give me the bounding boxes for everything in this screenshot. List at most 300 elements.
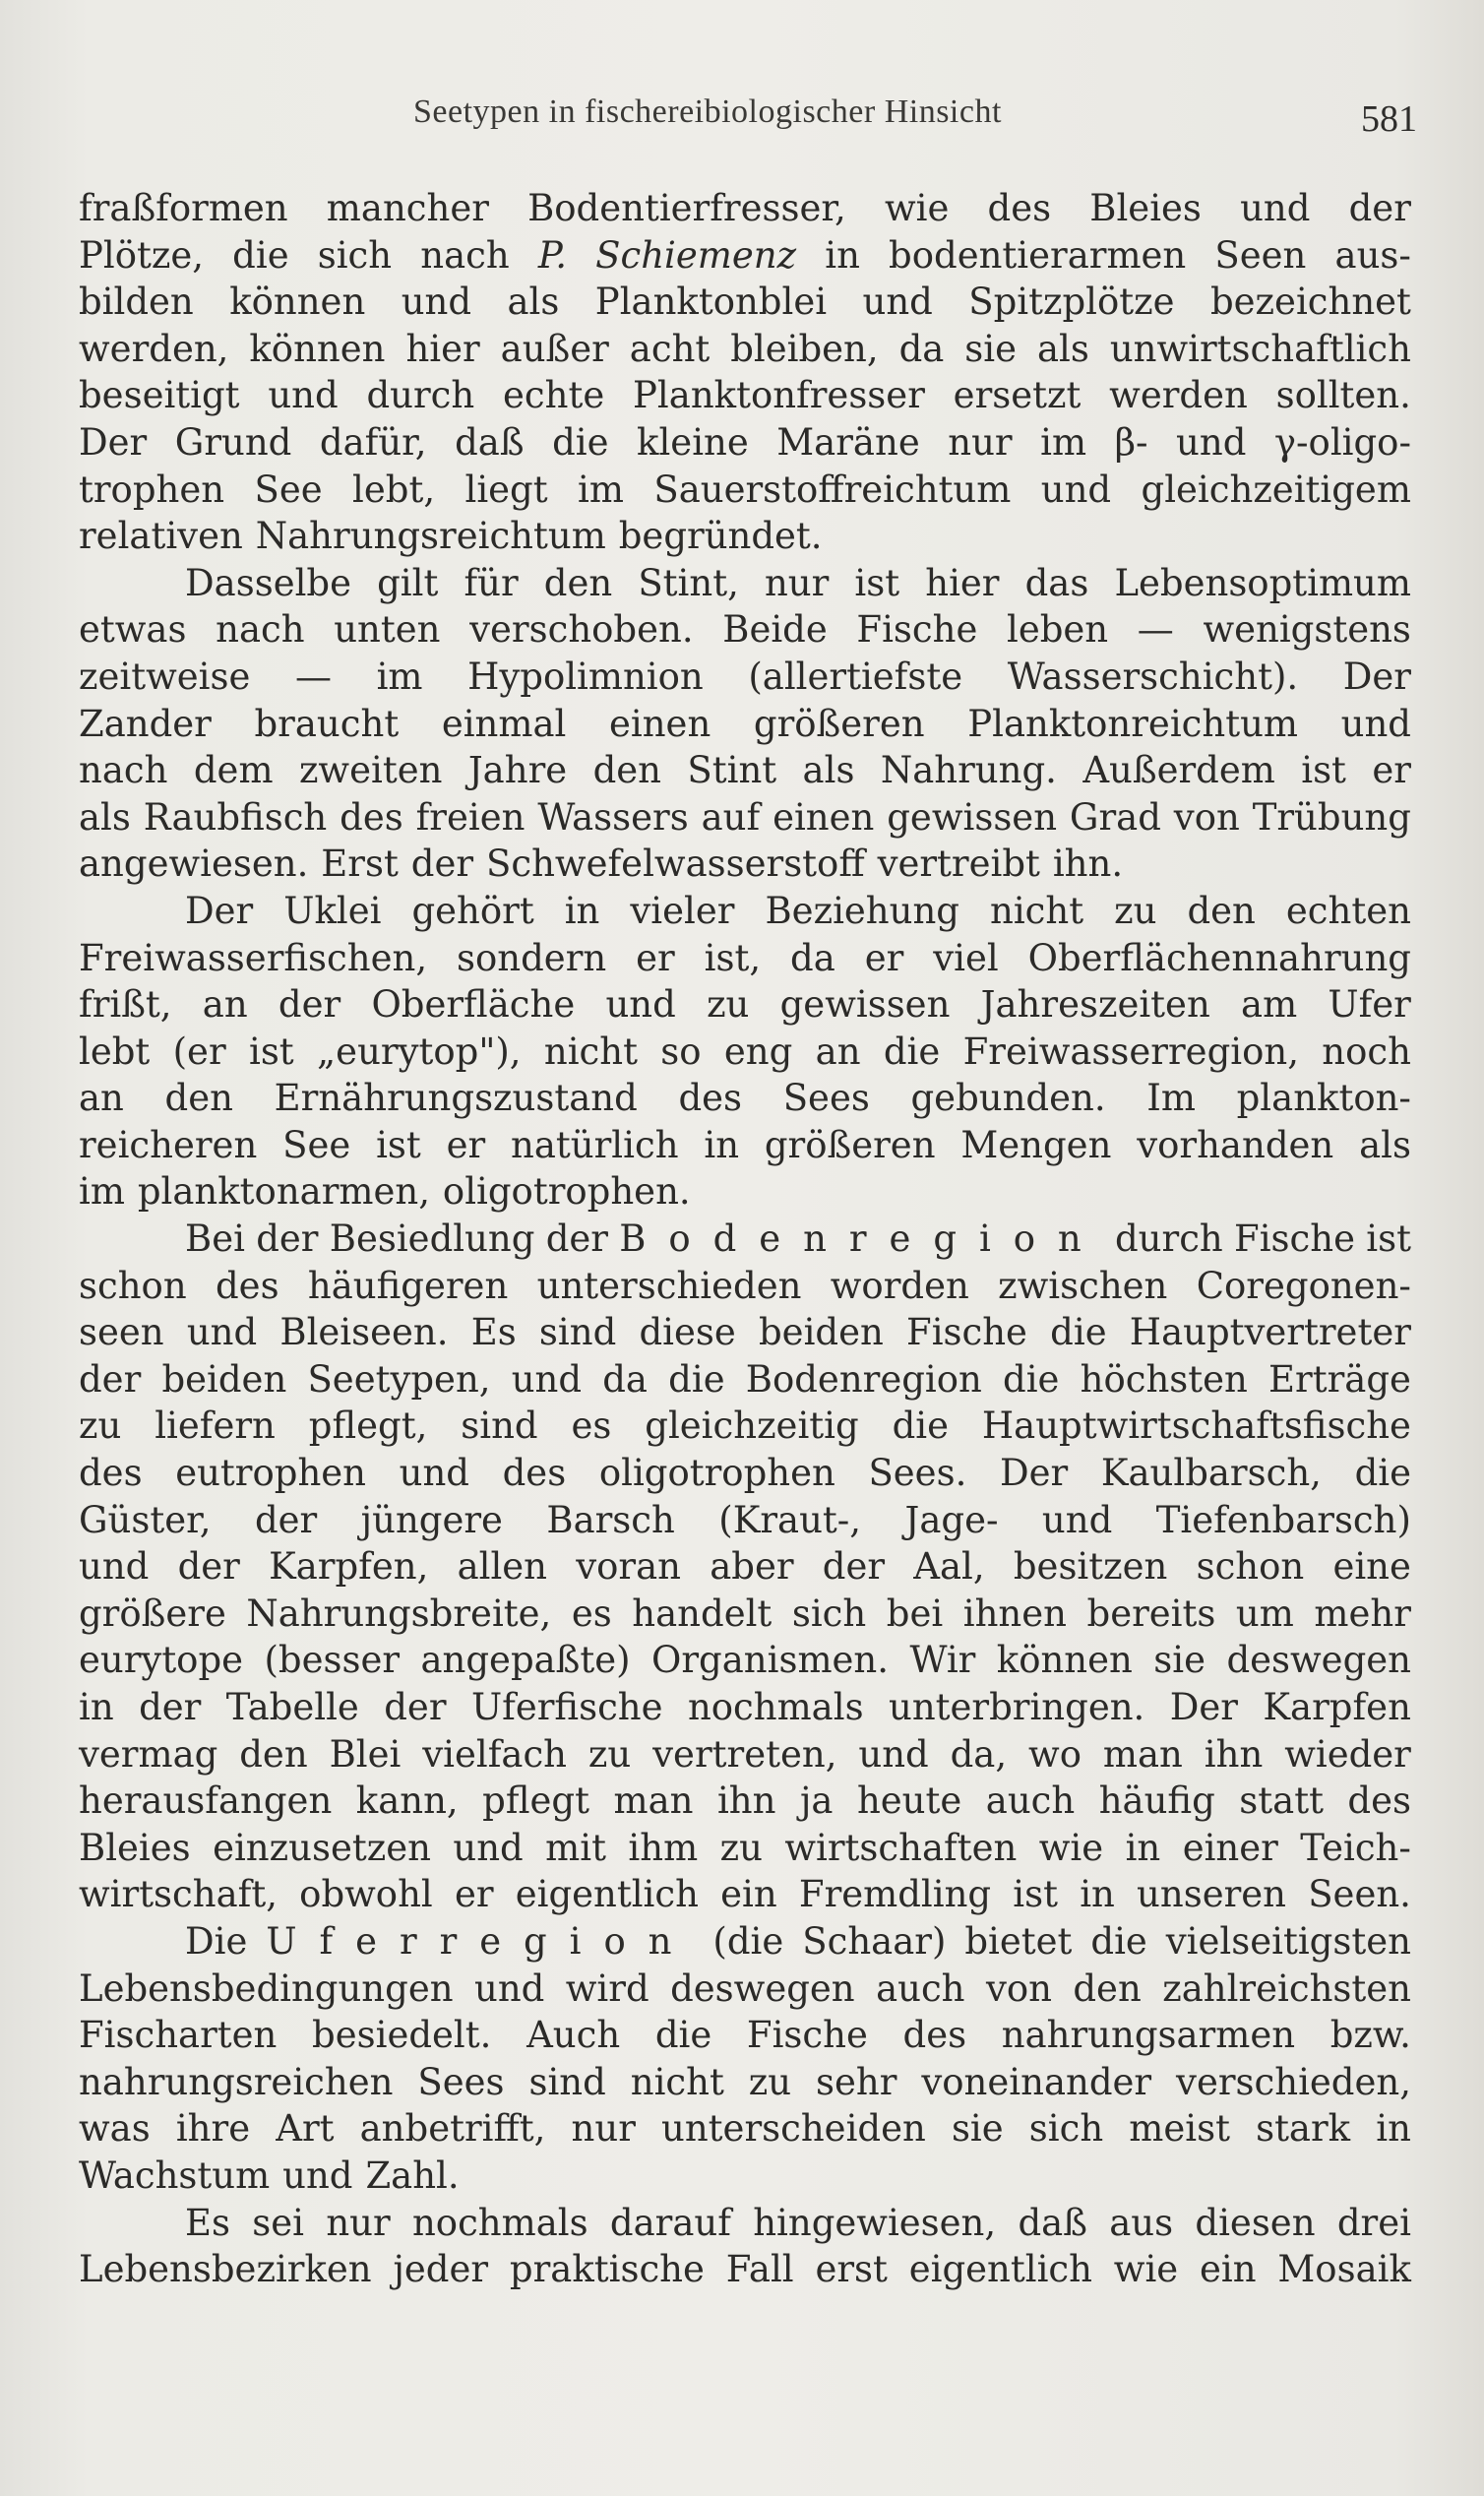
word: (allertiefste [748, 655, 963, 698]
word: Uferregion [266, 1919, 695, 1963]
word: verschoben. [469, 608, 694, 652]
word: Bodenregion [619, 1217, 1104, 1261]
word: allen [457, 1545, 548, 1589]
word: die [883, 1030, 941, 1073]
word: der [410, 842, 474, 886]
word: Beziehung [765, 889, 959, 932]
word: Grund [174, 420, 292, 464]
word: (Kraut-, [718, 1498, 862, 1541]
word: zu [587, 1732, 632, 1776]
text-line [79, 560, 1411, 607]
word: Lebensoptimum [1114, 561, 1411, 604]
word: wie [1113, 2248, 1179, 2291]
word: sich [317, 233, 393, 277]
word: Uklei [283, 889, 382, 932]
word: gewissen [887, 795, 1058, 839]
word: wird [565, 1966, 649, 2010]
word: lebt [79, 1030, 151, 1073]
word: Freiwasserregion, [962, 1030, 1299, 1073]
text-line [79, 1168, 1411, 1216]
word: Sees [782, 1077, 870, 1120]
word: nur [571, 2107, 636, 2151]
word: Wachstum [79, 2153, 271, 2197]
word: und [268, 374, 339, 417]
word: größere [79, 1591, 226, 1635]
word: praktische [509, 2248, 705, 2291]
word: vorhanden [1137, 1123, 1334, 1166]
word: Fische [906, 1311, 1027, 1354]
word: meist [1129, 2107, 1230, 2151]
word: die [232, 233, 289, 277]
word: Art [276, 2107, 335, 2151]
text-line [79, 981, 1411, 1029]
word: bilden [79, 281, 194, 324]
word: nur [326, 2201, 391, 2244]
word: als [507, 281, 560, 324]
word: Jage- [904, 1498, 999, 1541]
word: an [202, 983, 248, 1027]
word: wenigstens [1203, 608, 1411, 652]
text-line [79, 841, 1411, 888]
word: unterscheiden [661, 2107, 926, 2151]
word: herausfangen [79, 1779, 333, 1823]
word: wirtschaften [784, 1826, 1018, 1869]
word: planktonarmen, [137, 1170, 430, 1214]
word: deswegen [670, 1966, 855, 2010]
word: in [1080, 1873, 1115, 1916]
word: nach [216, 608, 305, 652]
word: von [985, 1966, 1052, 2010]
word: auf [701, 795, 761, 839]
word: viel [933, 936, 999, 979]
text-line [79, 372, 1411, 419]
word: werden, [79, 327, 229, 370]
word: eng [723, 1030, 793, 1073]
word: Fische [856, 608, 978, 652]
word: als [1036, 327, 1089, 370]
word: Hypolimnion [467, 655, 704, 698]
word: er [446, 1123, 486, 1166]
word: eigentlich [515, 1873, 699, 1916]
word: fraßformen [79, 187, 288, 229]
word: beiden [161, 1357, 287, 1401]
word: es [571, 1591, 612, 1635]
word: ihn. [1052, 842, 1124, 886]
word: Karpfen, [269, 1545, 429, 1589]
word: am [1241, 983, 1298, 1027]
word: ist [1301, 749, 1346, 792]
word: Maräne [776, 420, 920, 464]
word: zu [1114, 889, 1157, 932]
word: jeder [393, 2248, 489, 2291]
word: sie [1153, 1639, 1206, 1682]
word: vieler [630, 889, 735, 932]
word: Nahrung. [880, 749, 1057, 792]
text-line [79, 1263, 1411, 1310]
text-line [79, 513, 1411, 560]
word: Spitzplötze [968, 281, 1175, 324]
word: Teich- [1300, 1826, 1411, 1869]
word: größeren [764, 1123, 936, 1166]
word: kleine [637, 420, 749, 464]
word: da [790, 936, 835, 979]
word: eigentlich [908, 2248, 1092, 2291]
word: erst [815, 2248, 888, 2291]
word: sondern [457, 936, 607, 979]
word: man [613, 1779, 694, 1823]
word: Blei [329, 1732, 402, 1776]
word: zu [748, 2060, 792, 2103]
word: ihnen [962, 1591, 1067, 1635]
word: begründet. [618, 515, 823, 558]
word: Sauerstoffreichtum [653, 468, 1012, 511]
text-line [79, 747, 1411, 794]
word: zwischen [998, 1264, 1168, 1307]
word: in [1376, 2107, 1411, 2151]
word: und [186, 1311, 258, 1354]
word: unterschieden [536, 1264, 802, 1307]
word: die [1090, 1919, 1147, 1963]
word: sie [964, 327, 1018, 370]
word: in [825, 233, 860, 277]
word: die [552, 420, 609, 464]
word: Bleies [1089, 187, 1202, 229]
word: Dasselbe [185, 561, 352, 604]
word: plankton- [1236, 1077, 1411, 1120]
word: eutrophen [175, 1452, 367, 1495]
word: zahlreichsten [1162, 1966, 1411, 2010]
word: in [79, 1686, 114, 1728]
text-line [79, 1825, 1411, 1872]
word: ein [720, 1873, 777, 1916]
word: einen [773, 795, 875, 839]
word: und [1041, 1498, 1113, 1541]
word: im [578, 468, 624, 511]
word: mit [545, 1826, 606, 1869]
word: einzusetzen [213, 1826, 431, 1869]
word: gehört [411, 889, 534, 932]
word: die [654, 2014, 712, 2057]
word: Bleiseen. [279, 1311, 449, 1354]
word: bodentierarmen [889, 233, 1187, 277]
word: diese [639, 1311, 736, 1354]
word: Mosaik [1277, 2248, 1411, 2291]
word: hier [405, 327, 480, 370]
word: das [1024, 561, 1089, 604]
running-head: Seetypen in fischereibiologischer Hinsicht [413, 94, 1002, 130]
text-line [79, 1216, 1411, 1263]
word: Mengen [960, 1123, 1112, 1166]
word: zu [79, 1404, 122, 1448]
word: der [278, 983, 341, 1027]
word: sie [951, 2107, 1004, 2151]
word: sollten. [1275, 374, 1411, 417]
word: frißt, [79, 983, 172, 1027]
word: gleichzeitig [645, 1404, 859, 1448]
word: des [215, 1264, 279, 1307]
word: wirtschaft, [79, 1873, 278, 1916]
word: bietet [964, 1919, 1073, 1963]
word: hingewiesen, [753, 2201, 997, 2244]
word: pflegt [482, 1779, 589, 1823]
word: er [864, 936, 904, 979]
word: und [1040, 468, 1112, 511]
text-line [79, 888, 1411, 935]
word: des [340, 795, 403, 839]
word: Es [185, 2201, 230, 2244]
word: worden [830, 1264, 969, 1307]
word: deswegen [1226, 1639, 1411, 1682]
word: häufigeren [307, 1264, 509, 1307]
word: kann, [355, 1779, 459, 1823]
word: statt [1239, 1779, 1324, 1823]
word: so [660, 1030, 702, 1073]
word: Aal, [913, 1545, 985, 1589]
word: nach [79, 749, 168, 792]
word: ist [1013, 1873, 1058, 1916]
text-line [79, 794, 1411, 842]
word: ist [1366, 1217, 1411, 1261]
word: diesen [1195, 2201, 1316, 2244]
word: an [815, 1030, 861, 1073]
word: noch [1322, 1030, 1411, 1073]
word: bei [886, 1591, 944, 1635]
word: des [502, 1452, 567, 1495]
word: schon [79, 1264, 187, 1307]
word: vielfach [422, 1732, 568, 1776]
word: vielseitigsten [1165, 1919, 1411, 1963]
word: der [139, 1686, 202, 1728]
word: Ernährungszustand [274, 1077, 638, 1120]
word: besiedelt. [312, 2014, 492, 2057]
word: Kaulbarsch, [1100, 1452, 1322, 1495]
word: Planktonblei [594, 281, 828, 324]
text-line [79, 185, 1411, 232]
word: freien [415, 795, 526, 839]
word: Tabelle [225, 1686, 359, 1728]
word: obwohl [299, 1873, 433, 1916]
word: Der [999, 1452, 1069, 1495]
word: in [564, 889, 600, 932]
word: darauf [609, 2201, 731, 2244]
word: sind [528, 2060, 606, 2103]
word: die [892, 1404, 949, 1448]
word: Wasserschicht). [1007, 655, 1299, 698]
word: höchsten [1080, 1357, 1248, 1401]
word: seen [79, 1311, 164, 1354]
word: handelt [632, 1591, 773, 1635]
word: zweiten [298, 749, 443, 792]
word: der [256, 1217, 319, 1261]
word: angewiesen. [79, 842, 309, 886]
word: echten [1285, 889, 1411, 932]
word: Sees [417, 2060, 505, 2103]
word: des [987, 187, 1052, 229]
word: Stint [687, 749, 777, 792]
text-line [79, 232, 1411, 280]
text-line [79, 1309, 1411, 1356]
word: häufig [1098, 1779, 1215, 1823]
word: und [605, 983, 676, 1027]
word: und [79, 1545, 150, 1589]
word: und [858, 1732, 929, 1776]
text-line [79, 1356, 1411, 1404]
word: dafür, [319, 420, 427, 464]
word: unten [334, 608, 441, 652]
word: den [543, 561, 613, 604]
word: Seen [1214, 233, 1307, 277]
word: gewissen [779, 983, 951, 1027]
word: sind [461, 1404, 538, 1448]
word: zeitweise [79, 655, 251, 698]
word: Oberflächennahrung [1027, 936, 1411, 979]
word: der [1348, 187, 1411, 229]
word: Besiedlung [329, 1217, 535, 1261]
text-line [79, 2246, 1411, 2293]
word: mehr [1314, 1591, 1411, 1635]
word: der [79, 1357, 142, 1401]
word: bezeichnet [1209, 281, 1411, 324]
word: Beide [722, 608, 828, 652]
word: Jahre [467, 749, 568, 792]
word: — [1137, 608, 1174, 652]
word: einmal [441, 702, 567, 745]
word: Zander [79, 702, 212, 745]
text-line [79, 1029, 1411, 1076]
word: (er [172, 1030, 226, 1073]
word: Fall [725, 2248, 794, 2291]
text-line [79, 1731, 1411, 1778]
word: Der [185, 889, 254, 932]
word: „eurytop"), [317, 1030, 522, 1073]
word: Lebensbedingungen [79, 1966, 454, 2010]
word: See [254, 468, 323, 511]
word: nicht [989, 889, 1084, 932]
word: Barsch [546, 1498, 675, 1541]
word: größeren [753, 702, 925, 745]
word: als [79, 795, 131, 839]
text-line [79, 701, 1411, 748]
word: bzw. [1329, 2014, 1411, 2057]
word: Zahl. [365, 2153, 460, 2197]
word: nochmals [411, 2201, 588, 2244]
word: Jahreszeiten [980, 983, 1210, 1027]
word: Die [185, 1919, 248, 1963]
text-line [79, 1778, 1411, 1825]
word: im [79, 1170, 125, 1214]
word: gilt [377, 561, 439, 604]
word: da [898, 327, 945, 370]
text-line [79, 2012, 1411, 2059]
word: Fische [746, 2014, 868, 2057]
word: und [473, 1966, 545, 2010]
word: Bodenregion [745, 1357, 982, 1401]
word: da [602, 1357, 648, 1401]
word: Planktonfresser [633, 374, 925, 417]
word: natürlich [511, 1123, 679, 1166]
word: pflegt, [308, 1404, 428, 1448]
word: gleichzeitigem [1141, 468, 1411, 511]
word: als [802, 749, 855, 792]
word: Der [1169, 1686, 1238, 1728]
body-text [79, 185, 1411, 2293]
word: einer [1182, 1826, 1278, 1869]
word: angepaßte) [420, 1639, 631, 1682]
word: wie [1038, 1826, 1104, 1869]
word: Grad [1069, 795, 1161, 839]
word: Schwefelwasserstoff [486, 842, 865, 886]
word: nicht [630, 2060, 724, 2103]
word: liefern [155, 1404, 276, 1448]
word: er [636, 936, 675, 979]
word: können [229, 281, 366, 324]
word: um [1235, 1591, 1294, 1635]
word: Es [470, 1311, 517, 1354]
word: von [1173, 795, 1240, 839]
word: und [399, 1452, 469, 1495]
word: auch [985, 1779, 1076, 1823]
text-line [79, 606, 1411, 654]
word: den [1073, 1966, 1142, 2010]
word: β- [1114, 420, 1148, 464]
word: lebt, [352, 468, 436, 511]
word: (besser [264, 1639, 401, 1682]
word: heute [856, 1779, 962, 1823]
word: jüngere [360, 1498, 503, 1541]
word: nicht [543, 1030, 638, 1073]
word: vertreten, [652, 1732, 837, 1776]
word: wieder [1284, 1732, 1411, 1776]
text-line [79, 1122, 1411, 1169]
word: unwirtschaftlich [1109, 327, 1411, 370]
word: sehr [816, 2060, 897, 2103]
word: stark [1256, 2107, 1351, 2151]
word: da, [950, 1732, 1008, 1776]
word: schon [1196, 1545, 1305, 1589]
word: unterbringen. [888, 1686, 1145, 1728]
word: Stint, [638, 561, 739, 604]
word: besitzen [1013, 1545, 1168, 1589]
word: vertreibt [877, 842, 1040, 886]
word: Tiefenbarsch) [1155, 1498, 1411, 1541]
word: man [1102, 1732, 1183, 1776]
word: wo [1028, 1732, 1082, 1776]
word: der [177, 1545, 240, 1589]
word: leben [1007, 608, 1109, 652]
word: aus [1109, 2201, 1174, 2244]
word: es [571, 1404, 612, 1448]
word: Der [79, 420, 148, 464]
word: nach [420, 233, 510, 277]
word: Wir [909, 1639, 976, 1682]
word: können [249, 327, 386, 370]
word: im [376, 655, 423, 698]
word: Erst [321, 842, 399, 886]
word: den [1187, 889, 1256, 932]
word: sich [1028, 2107, 1104, 2151]
word: und [511, 1357, 583, 1401]
text-line [79, 1075, 1411, 1122]
word: Erträge [1268, 1357, 1411, 1401]
word: können [996, 1639, 1133, 1682]
word: nahrungsreichen [79, 2060, 394, 2103]
word: sich [791, 1591, 867, 1635]
text-line [79, 326, 1411, 373]
text-line [79, 2153, 1411, 2200]
word: voran [576, 1545, 681, 1589]
word: Coregonen- [1196, 1264, 1411, 1307]
word: bleiben, [730, 327, 879, 370]
